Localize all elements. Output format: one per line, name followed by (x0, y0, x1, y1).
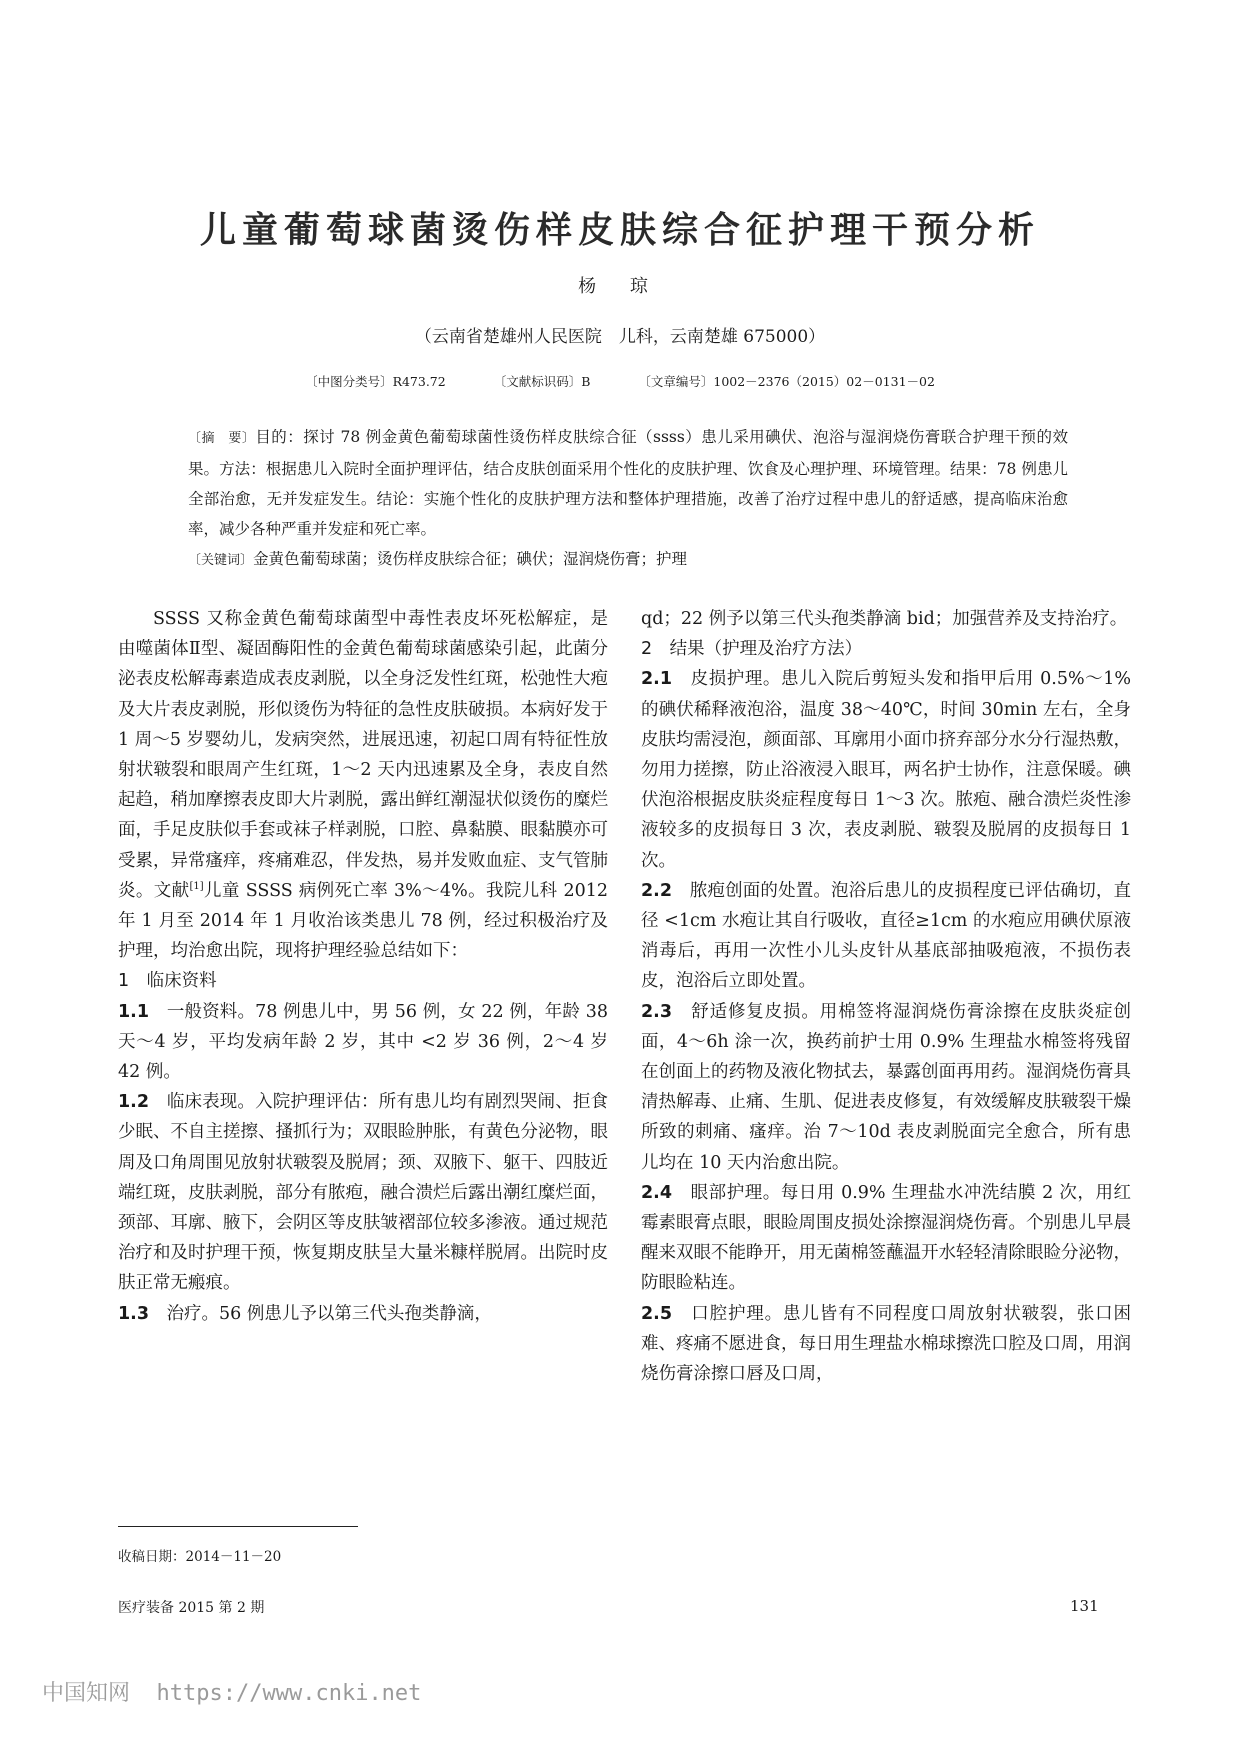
keywords-label: 〔关键词〕 (188, 553, 254, 568)
article-number: 〔文章编号〕1002－2376（2015）02－0131－02 (638, 374, 935, 389)
subsection-2-2 (641, 876, 1131, 997)
subsection-text: 治疗。56 例患儿予以第三代头孢类静滴， (149, 1303, 492, 1324)
clc-number: 〔中图分类号〕R473.72 (305, 374, 446, 389)
subsection-number: 1.2 (118, 1092, 150, 1113)
journal-issue: 医疗装备 2015 第 2 期 (118, 1600, 265, 1616)
intro-paragraph (118, 604, 608, 966)
subsection-1-2 (118, 1087, 608, 1298)
section-heading-2: 2 结果（护理及治疗方法） (641, 639, 863, 660)
received-date: 收稿日期：2014－11－20 (118, 1549, 282, 1565)
subsection-number: 2.4 (641, 1182, 673, 1203)
subsection-number: 1.1 (118, 1001, 150, 1022)
section-heading-1: 1 临床资料 (118, 971, 217, 992)
left-column (118, 604, 608, 1329)
author-affiliation: （云南省楚雄州人民医院 儿科，云南楚雄 675000） (414, 327, 826, 347)
intro-text-a: SSSS 又称金黄色葡萄球菌型中毒性表皮坏死松解症，是由噬菌体Ⅱ型、凝固酶阳性的金黄色葡萄球菌感染引起，此菌分泌表皮松解毒素造成表皮剥脱，以全身泛发性红斑，松弛性大疱及大片表皮剥脱，形似烫伤为特征的急性皮肤破损。本病好发于 1 周～5 岁婴幼儿，发病突然，进展迅速，初起口周有特征性放射状皲裂和眼周产生红斑，1～2 天内迅速累及全身，表皮自然起趋，稍加摩擦表皮即大片剥脱，露出鲜红潮湿状似烫伤的糜烂面，手足皮肤似手套或袜子样剥脱，口腔、鼻黏膜、眼黏膜亦可受累，异常瘙痒，疼痛难忍，伴发热，易并发败血症、支气管肺炎。文献 (118, 609, 608, 901)
subsection-number: 1.3 (118, 1303, 150, 1324)
keywords-text: 金黄色葡萄球菌；烫伤样皮肤综合征；碘伏；湿润烧伤膏；护理 (253, 550, 688, 568)
keywords (188, 544, 1068, 576)
subsection-1-1 (118, 997, 608, 1088)
subsection-text: 一般资料。78 例患儿中，男 56 例，女 22 例，年龄 38 天～4 岁，平均发病年龄 2 岁，其中 <2 岁 36 例，2～4 岁 42 例。 (118, 1001, 608, 1083)
subsection-2-1 (641, 664, 1131, 875)
classification-line (0, 372, 1240, 390)
subsection-2-4 (641, 1178, 1131, 1299)
cnki-watermark (42, 1676, 421, 1707)
intro-text-b: 儿童 SSSS 病例死亡率 3%～4%。我院儿科 2012 年 1 月至 2014 年 1 月收治该类患儿 78 例，经过积极治疗及护理，均治愈出院，现将护理经验总结如下： (118, 880, 609, 962)
continued-paragraph: qd；22 例予以第三代头孢类静滴 bid；加强营养及支持治疗。 (641, 609, 1128, 629)
subsection-number: 2.5 (641, 1303, 673, 1324)
abstract (188, 422, 1068, 544)
subsection-1-3 (118, 1299, 608, 1329)
abstract-text: 目的：探讨 78 例金黄色葡萄球菌性烫伤样皮肤综合征（ssss）患儿采用碘伏、泡浴与湿润烧伤膏联合护理干预的效果。方法：根据患儿入院时全面护理评估，结合皮肤创面采用个性化的皮肤护理、饮食及心理护理、环境管理。结果：78 例患儿全部治愈，无并发症发生。结论：实施个性化的皮肤护理方法和整体护理措施，改善了治疗过程中患儿的舒适感，提高临床治愈率，减少各种严重并发症和死亡率。 (188, 428, 1068, 538)
footnote-divider (118, 1526, 358, 1527)
subsection-number: 2.3 (641, 1001, 673, 1022)
subsection-text: 皮损护理。患儿入院后剪短头发和指甲后用 0.5%～1% 的碘伏稀释液泡浴，温度 38～40℃，时间 30min 左右，全身皮肤均需浸泡，颜面部、耳廓用小面巾挤弃部分水分行湿热敷，勿用力搓擦，防止浴液浸入眼耳，两名护士协作，注意保暖。碘伏泡浴根据皮肤炎症程度每日 1～3 次。脓疱、融合溃烂炎性渗液较多的皮损每日 3 次，表皮剥脱、皲裂及脱屑的皮损每日 1 次。 (641, 669, 1131, 871)
abstract-label: 〔摘 要〕 (188, 431, 256, 446)
subsection-text: 眼部护理。每日用 0.9% 生理盐水冲洗结膜 2 次，用红霉素眼膏点眼，眼睑周围皮损处涂擦湿润烧伤膏。个别患儿早晨醒来双眼不能睁开，用无菌棉签蘸温开水轻轻清除眼睑分泌物，防眼睑粘连。 (641, 1182, 1131, 1294)
subsection-text: 脓疱创面的处置。泡浴后患儿的皮损程度已评估确切，直径 <1cm 水疱让其自行吸收，直径≥1cm 的水疱应用碘伏原液消毒后，再用一次性小儿头皮针从基底部抽吸疱液，不损伤表皮，泡浴后立即处置。 (641, 880, 1131, 992)
subsection-2-5 (641, 1299, 1131, 1390)
page-number: 131 (1070, 1597, 1099, 1615)
watermark-url: https://www.cnki.net (156, 1681, 422, 1706)
subsection-number: 2.1 (641, 669, 673, 690)
document-code: 〔文献标识码〕B (493, 374, 591, 389)
abstract-block (188, 422, 1068, 576)
watermark-site-name: 中国知网 (42, 1681, 131, 1706)
citation-ref: [1] (189, 881, 204, 892)
subsection-text: 舒适修复皮损。用棉签将湿润烧伤膏涂擦在皮肤炎症创面，4～6h 涂一次，换药前护士用 0.9% 生理盐水棉签将残留在创面上的药物及液化物拭去，暴露创面再用药。湿润烧伤膏具清热解毒、止痛、生肌、促进表皮修复，有效缓解皮肤皲裂干燥所致的刺痛、瘙痒。治 7～10d 表皮剥脱面完全愈合，所有患儿均在 10 天内治愈出院。 (641, 1001, 1131, 1173)
right-column (641, 604, 1131, 1389)
subsection-2-3 (641, 997, 1131, 1178)
paper-title: 儿童葡萄球菌烫伤样皮肤综合征护理干预分析 (199, 210, 1040, 251)
author-name: 杨 琼 (578, 276, 662, 297)
subsection-number: 2.2 (641, 880, 673, 901)
subsection-text: 口腔护理。患儿皆有不同程度口周放射状皲裂，张口困难、疼痛不愿进食，每日用生理盐水棉球擦洗口腔及口周，用润烧伤膏涂擦口唇及口周， (641, 1303, 1131, 1385)
subsection-text: 临床表现。入院护理评估：所有患儿均有剧烈哭闹、拒食少眠、不自主搓擦、搔抓行为；双眼睑肿胀，有黄色分泌物，眼周及口角周围见放射状皲裂及脱屑；颈、双腋下、躯干、四肢近端红斑，皮肤剥脱，部分有脓疱，融合溃烂后露出潮红糜烂面，颈部、耳廓、腋下，会阴区等皮肤皱褶部位较多渗液。通过规范治疗和及时护理干预，恢复期皮肤呈大量米糠样脱屑。出院时皮肤正常无瘢痕。 (118, 1092, 608, 1294)
